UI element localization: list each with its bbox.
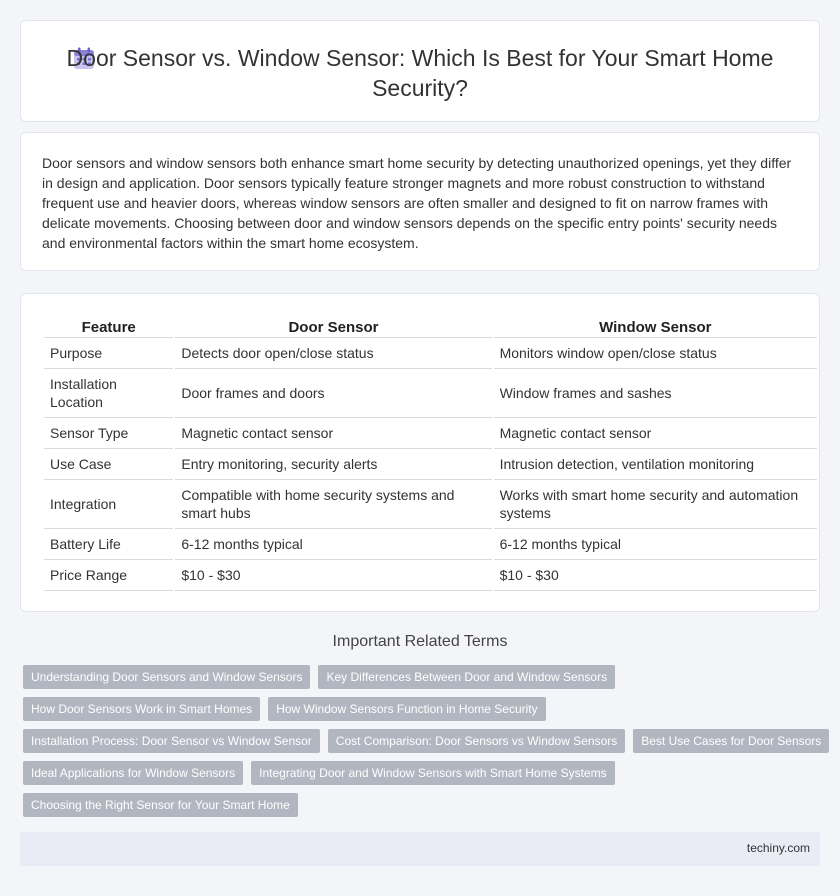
- related-tags: [23, 665, 823, 825]
- feature-cell: Installation Location: [44, 369, 173, 418]
- table-row: [44, 338, 817, 369]
- feature-cell: Use Case: [44, 449, 173, 480]
- window-cell: Window frames and sashes: [494, 369, 817, 418]
- table-header-row: [44, 314, 817, 338]
- window-cell: Magnetic contact sensor: [494, 418, 817, 449]
- footer-site-link[interactable]: techiny.com: [746, 841, 810, 855]
- window-cell: Works with smart home security and automation systems: [494, 480, 817, 529]
- page-title: Door Sensor vs. Window Sensor: Which Is Best for Your Smart Home Security?: [66, 45, 774, 101]
- table-row: [44, 418, 817, 449]
- door-cell: Detects door open/close status: [175, 338, 491, 369]
- door-cell: Entry monitoring, security alerts: [175, 449, 491, 480]
- header-window-sensor: Window Sensor: [494, 314, 817, 338]
- window-cell: Intrusion detection, ventilation monitoring: [494, 449, 817, 480]
- related-tag[interactable]: Understanding Door Sensors and Window Sensors: [23, 665, 310, 689]
- intro-paragraph: Door sensors and window sensors both enhance smart home security by detecting unauthorized openings, yet they differ in design and application. Door sensors typically feature stronger magnets and more robust construction to withstand frequent use and heavier doors, whereas window sensors are often smaller and designed to fit on narrow frames with delicate movements. Choosing between door and window sensors depends on the specific entry points' security needs and environmental factors within the smart home ecosystem.: [42, 155, 792, 251]
- related-tag[interactable]: Installation Process: Door Sensor vs Window Sensor: [23, 729, 320, 753]
- table-row: [44, 449, 817, 480]
- related-tag[interactable]: Ideal Applications for Window Sensors: [23, 761, 243, 785]
- footer: [20, 832, 820, 866]
- header-feature: Feature: [44, 314, 173, 338]
- title-card: [20, 20, 820, 122]
- feature-cell: Sensor Type: [44, 418, 173, 449]
- related-tag[interactable]: Cost Comparison: Door Sensors vs Window Sensors: [328, 729, 625, 753]
- comparison-table: [42, 314, 819, 591]
- related-terms-title: Important Related Terms: [332, 633, 508, 650]
- related-tag[interactable]: How Window Sensors Function in Home Security: [268, 697, 545, 721]
- feature-cell: Purpose: [44, 338, 173, 369]
- door-cell: Compatible with home security systems and smart hubs: [175, 480, 491, 529]
- header-door-sensor: Door Sensor: [175, 314, 491, 338]
- feature-cell: Price Range: [44, 560, 173, 591]
- related-tag[interactable]: How Door Sensors Work in Smart Homes: [23, 697, 260, 721]
- table-row: [44, 480, 817, 529]
- feature-cell: Integration: [44, 480, 173, 529]
- intro-card: [20, 132, 820, 271]
- door-cell: $10 - $30: [175, 560, 491, 591]
- table-row: [44, 529, 817, 560]
- comparison-table-card: [20, 293, 820, 612]
- window-cell: Monitors window open/close status: [494, 338, 817, 369]
- window-cell: 6-12 months typical: [494, 529, 817, 560]
- door-cell: Magnetic contact sensor: [175, 418, 491, 449]
- door-cell: 6-12 months typical: [175, 529, 491, 560]
- table-row: [44, 560, 817, 591]
- related-tag[interactable]: Integrating Door and Window Sensors with Smart Home Systems: [251, 761, 614, 785]
- related-tag[interactable]: Choosing the Right Sensor for Your Smart Home: [23, 793, 298, 817]
- related-tag[interactable]: Best Use Cases for Door Sensors: [633, 729, 829, 753]
- window-cell: $10 - $30: [494, 560, 817, 591]
- feature-cell: Battery Life: [44, 529, 173, 560]
- door-cell: Door frames and doors: [175, 369, 491, 418]
- table-row: [44, 369, 817, 418]
- related-tag[interactable]: Key Differences Between Door and Window Sensors: [318, 665, 615, 689]
